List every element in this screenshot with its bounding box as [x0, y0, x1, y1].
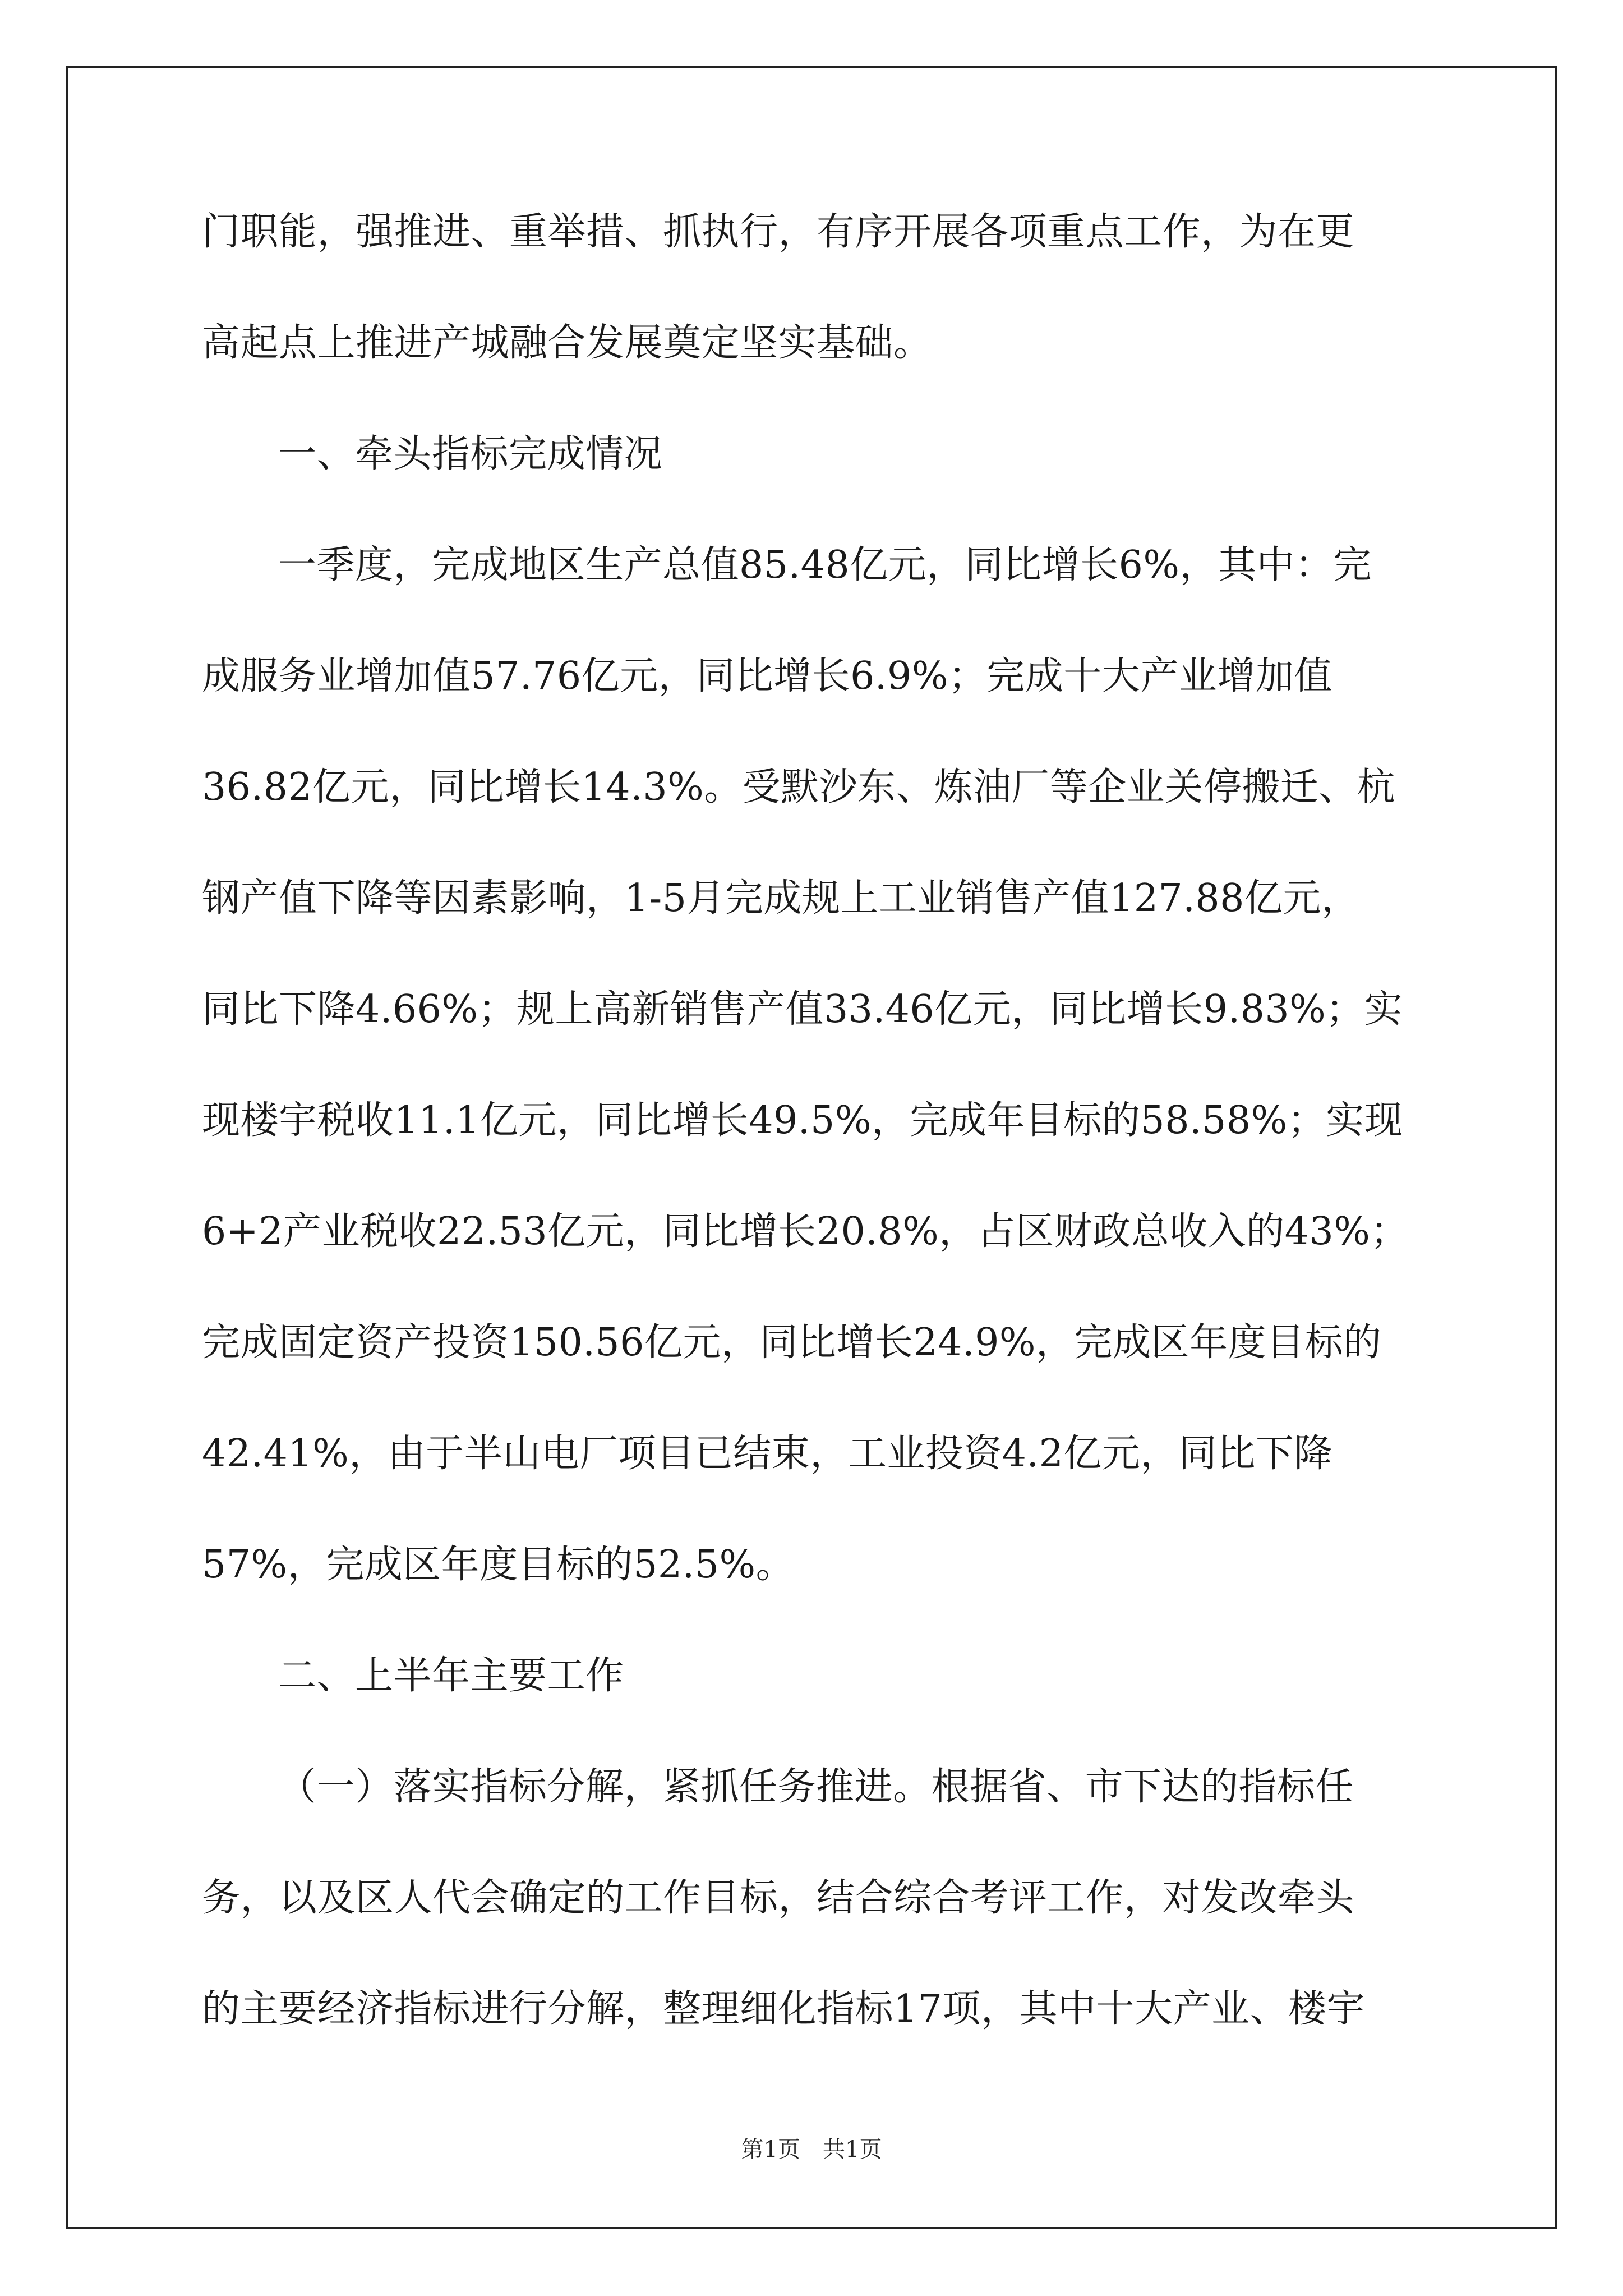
text-line: 一季度，完成地区生产总值85.48亿元，同比增长6%，其中：完 [278, 543, 1372, 587]
text-line: 6+2产业税收22.53亿元，同比增长20.8%，占区财政总收入的43%； [202, 1209, 1409, 1254]
text-line: 完成固定资产投资150.56亿元，同比增长24.9%，完成区年度目标的 [202, 1320, 1382, 1365]
text-line: 57%，完成区年度目标的52.5%。 [202, 1543, 795, 1587]
text-line: 36.82亿元，同比增长14.3%。受默沙东、炼油厂等企业关停搬迁、杭 [202, 765, 1396, 809]
text-line: 务，以及区人代会确定的工作目标，结合综合考评工作，对发改牵头 [202, 1876, 1355, 1920]
text-line: 现楼宇税收11.1亿元，同比增长49.5%，完成年目标的58.58%；实现 [202, 1098, 1403, 1143]
page-number: 第1页 [741, 2137, 800, 2162]
text-line: 高起点上推进产城融合发展奠定坚实基础。 [202, 321, 932, 365]
text-line: 成服务业增加值57.76亿元，同比增长6.9%；完成十大产业增加值 [202, 654, 1332, 698]
text-line: 同比下降4.66%；规上高新销售产值33.46亿元，同比增长9.83%；实 [202, 987, 1403, 1032]
page-total: 共1页 [823, 2137, 882, 2162]
section-heading: 一、牵头指标完成情况 [278, 432, 663, 476]
page-footer [0, 2132, 1623, 2164]
text-line: 门职能，强推进、重举措、抓执行，有序开展各项重点工作，为在更 [202, 210, 1355, 254]
text-line: 42.41%，由于半山电厂项目已结束，工业投资4.2亿元，同比下降 [202, 1432, 1332, 1476]
text-line: （一）落实指标分解，紧抓任务推进。根据省、市下达的指标任 [278, 1765, 1354, 1809]
text-line: 的主要经济指标进行分解，整理细化指标17项，其中十大产业、楼宇 [202, 1987, 1366, 2031]
text-line: 钢产值下降等因素影响，1-5月完成规上工业销售产值127.88亿元， [202, 876, 1360, 921]
section-heading: 二、上半年主要工作 [278, 1654, 624, 1698]
